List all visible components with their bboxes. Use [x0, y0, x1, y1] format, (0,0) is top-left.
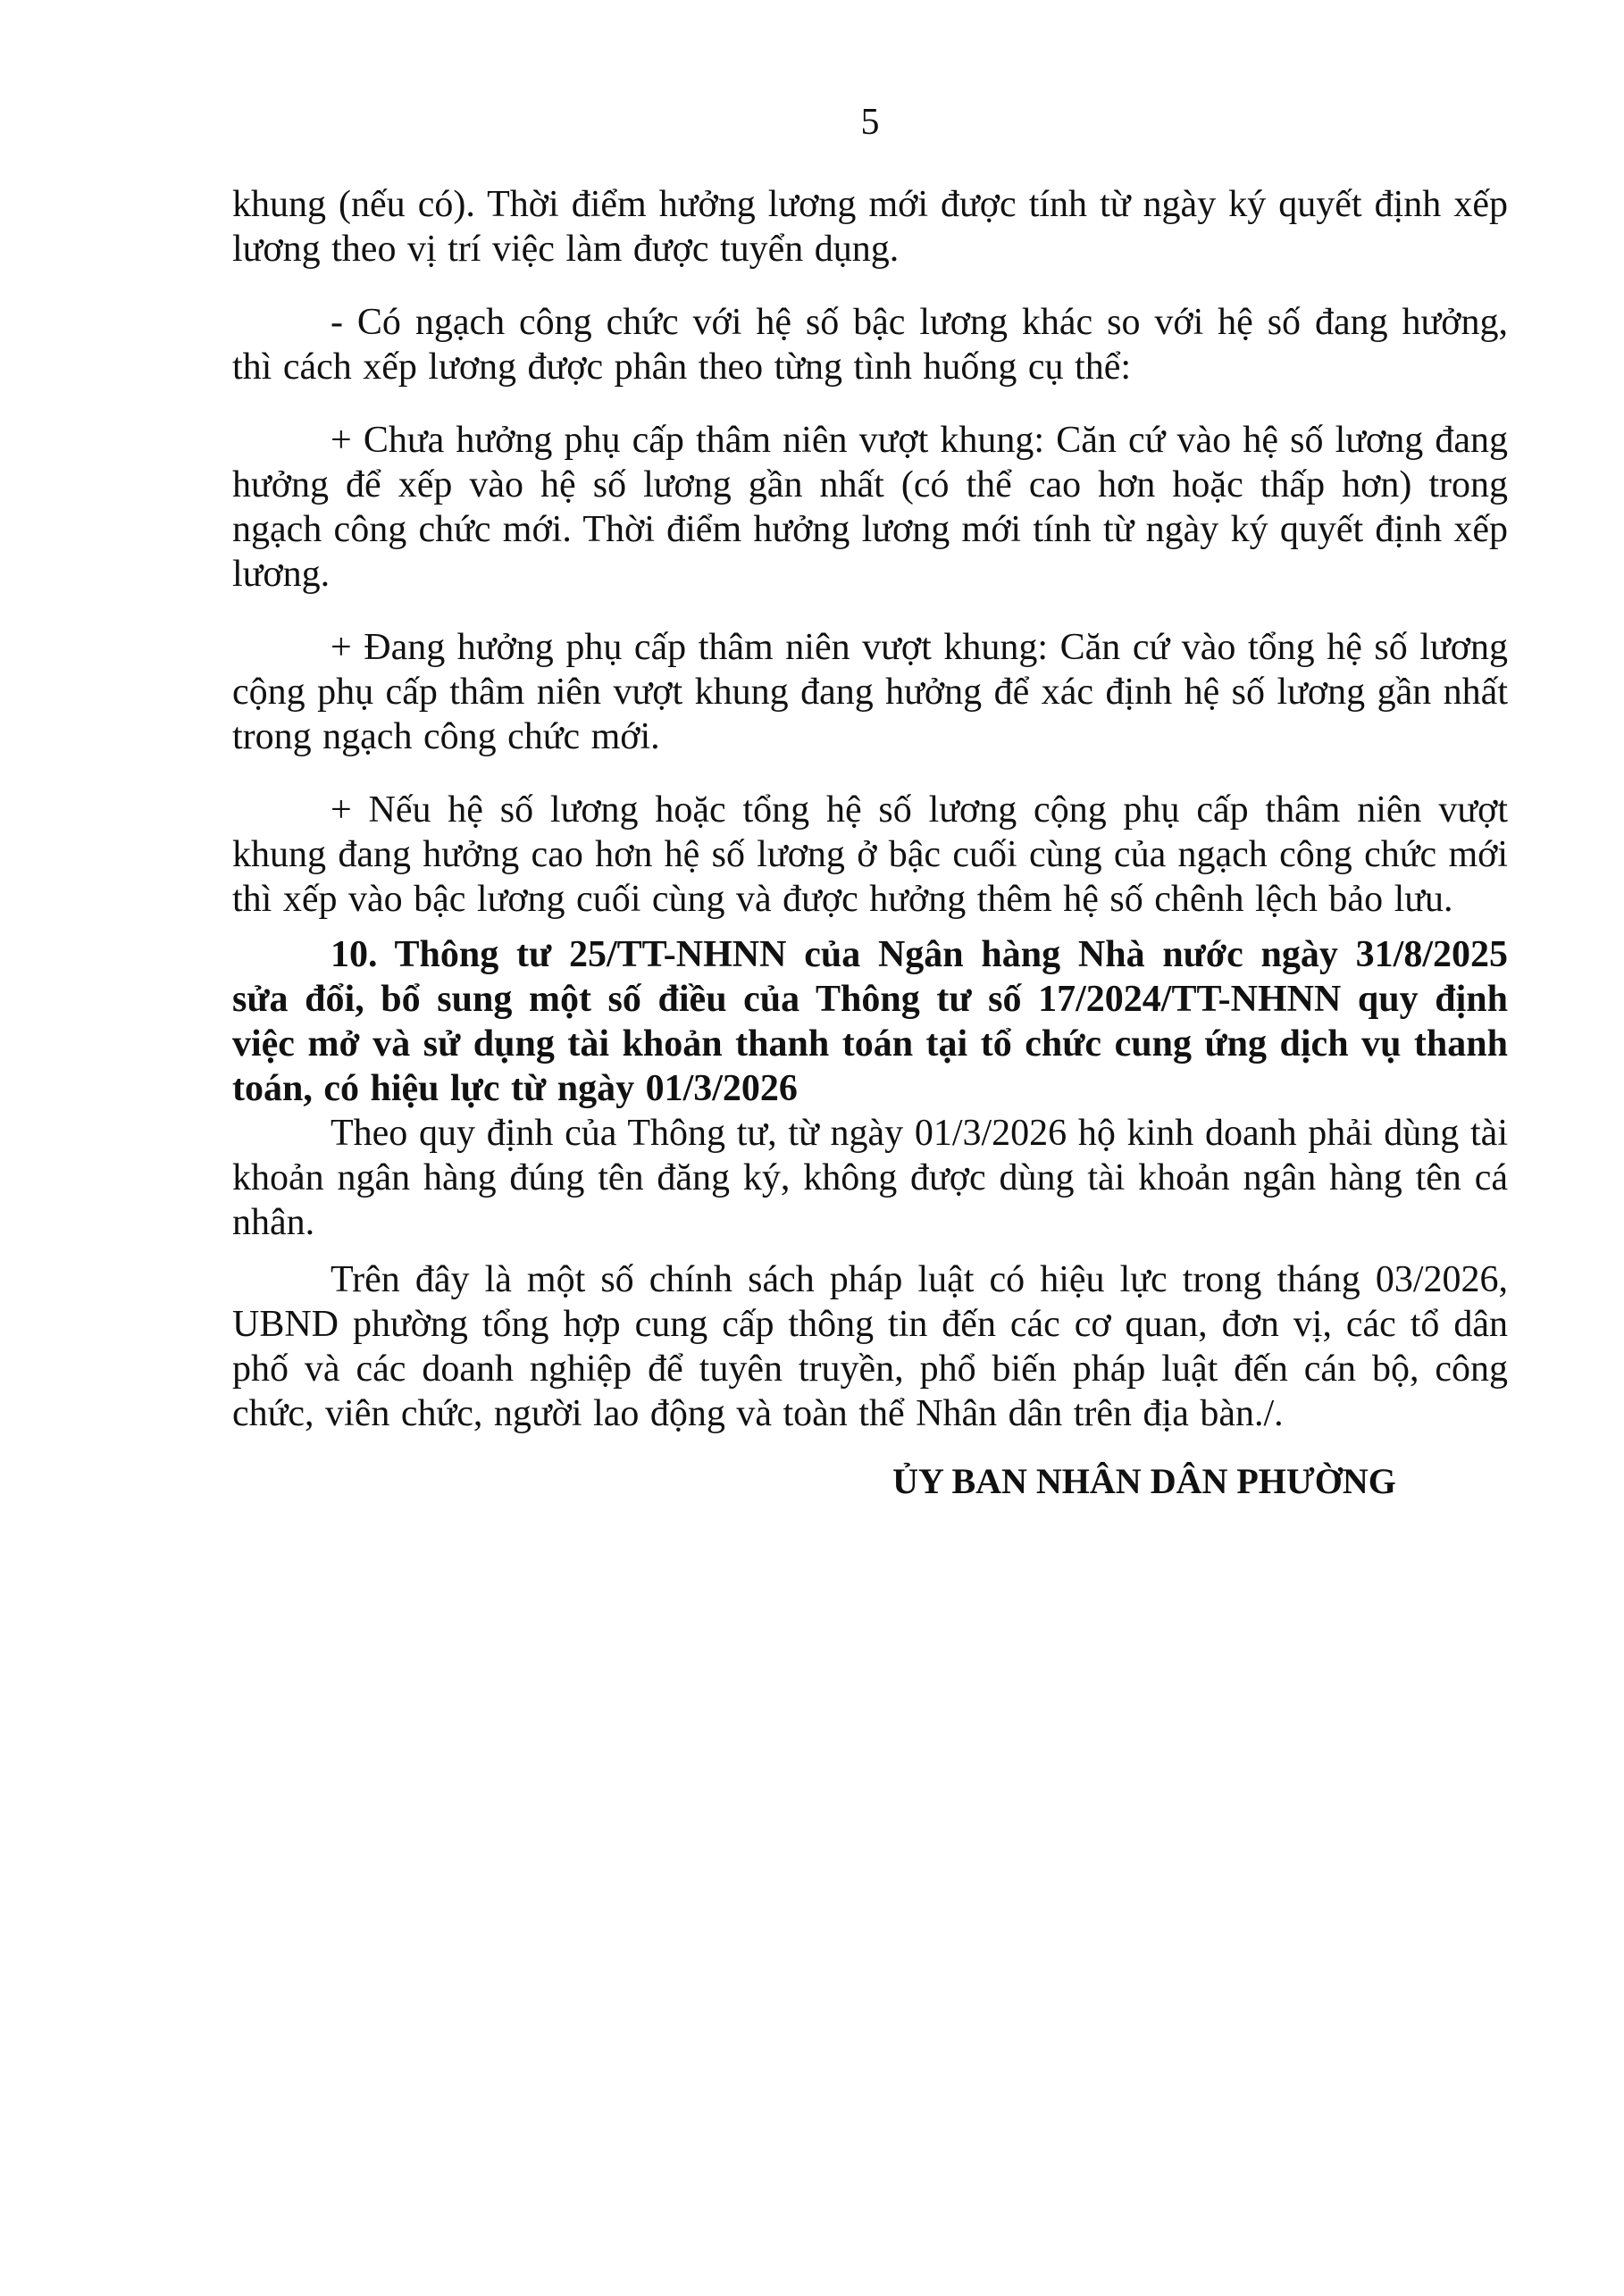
paragraph-plus-item-2: + Đang hưởng phụ cấp thâm niên vượt khung: Căn cứ vào tổng hệ số lương cộng phụ cấp thâm niên vượt khung đang hưởng để xác định hệ số lương gần nhất trong ngạch công chức mới.	[232, 627, 1508, 757]
paragraph-body-1: Theo quy định của Thông tư, từ ngày 01/3/2026 hộ kinh doanh phải dùng tài khoản ngân hàng đúng tên đăng ký, không được dùng tài khoản ngân hàng tên cá nhân.	[232, 1113, 1508, 1243]
paragraph-plus-item-3: + Nếu hệ số lương hoặc tổng hệ số lương cộng phụ cấp thâm niên vượt khung đang hưởng cao hơn hệ số lương ở bậc cuối cùng của ngạch công chức mới thì xếp vào bậc lương cuối cùng và được hưởng thêm hệ số chênh lệch bảo lưu.	[232, 789, 1508, 920]
signature-org-title: ỦY BAN NHÂN DÂN PHƯỜNG	[892, 1461, 1396, 1501]
paragraph-dash-item: - Có ngạch công chức với hệ số bậc lương khác so với hệ số đang hưởng, thì cách xếp lương được phân theo từng tình huống cụ thể:	[232, 302, 1508, 388]
paragraph-body-closing: Trên đây là một số chính sách pháp luật có hiệu lực trong tháng 03/2026, UBND phường tổng hợp cung cấp thông tin đến các cơ quan, đơn vị, các tổ dân phố và các doanh nghiệp để tuyên truyền, phổ biến pháp luật đến cán bộ, công chức, viên chức, người lao động và toàn thể Nhân dân trên địa bàn./.	[232, 1259, 1508, 1434]
section-heading-10: 10. Thông tư 25/TT-NHNN của Ngân hàng Nhà nước ngày 31/8/2025 sửa đổi, bổ sung một số điều của Thông tư số 17/2024/TT-NHNN quy định việc mở và sử dụng tài khoản thanh toán tại tổ chức cung ứng dịch vụ thanh toán, có hiệu lực từ ngày 01/3/2026	[232, 934, 1508, 1109]
paragraph-continuation: khung (nếu có). Thời điểm hưởng lương mới được tính từ ngày ký quyết định xếp lương theo vị trí việc làm được tuyển dụng.	[232, 184, 1508, 270]
page-number: 5	[860, 102, 880, 143]
paragraph-plus-item-1: + Chưa hưởng phụ cấp thâm niên vượt khung: Căn cứ vào hệ số lương đang hưởng để xếp vào hệ số lương gần nhất (có thể cao hơn hoặc thấp hơn) trong ngạch công chức mới. Thời điểm hưởng lương mới tính từ ngày ký quyết định xếp lương.	[232, 420, 1508, 595]
